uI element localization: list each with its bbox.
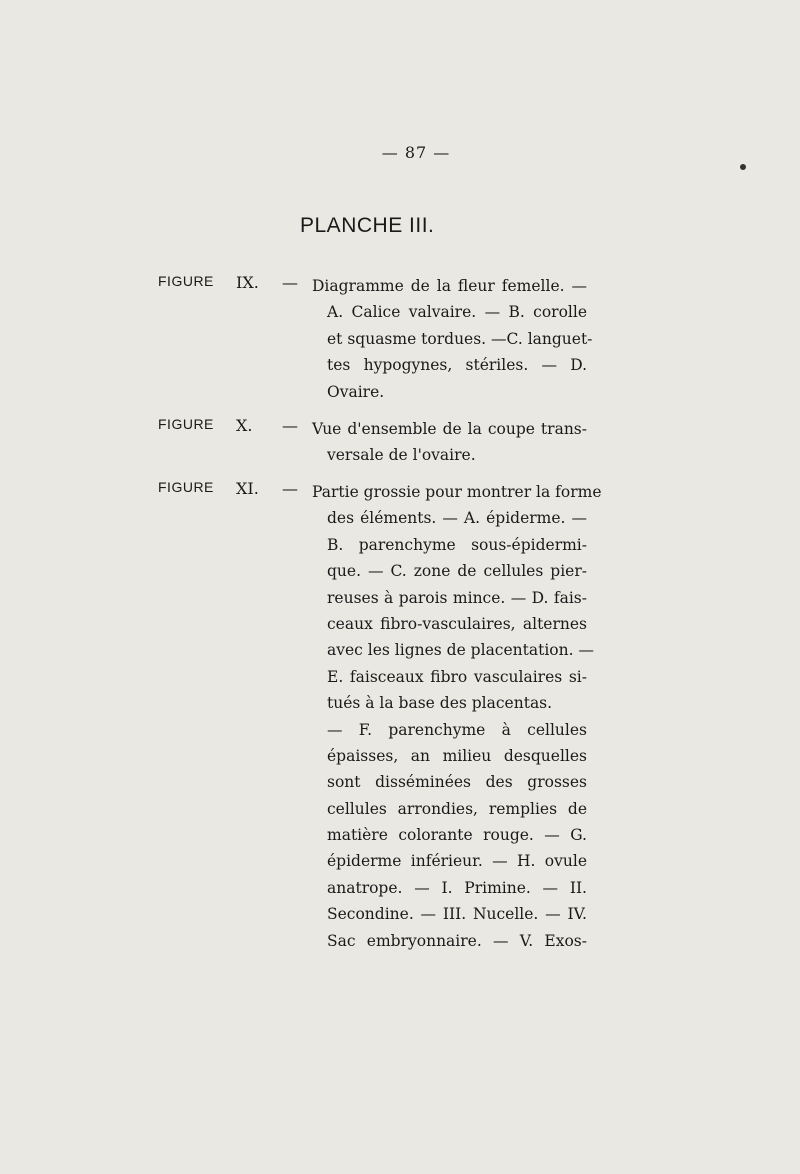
page-number: — 87 —: [381, 143, 451, 162]
caption-line: versale de l'ovaire.: [327, 446, 476, 465]
caption-line: des éléments. — A. épiderme. —: [327, 509, 587, 528]
figure-dash: —: [282, 479, 298, 498]
caption-line: avec les lignes de placentation. —: [327, 641, 594, 660]
caption-line: B. parenchyme sous-épidermi-: [327, 535, 587, 554]
caption-line: matière colorante rouge. — G.: [327, 826, 587, 845]
caption-line: tes hypogynes, stériles. — D.: [327, 356, 587, 375]
caption-line: cellules arrondies, remplies de: [327, 799, 587, 818]
figure-number: XI.: [236, 479, 259, 498]
caption-line: A. Calice valvaire. — B. corolle: [327, 303, 587, 322]
caption-line: Diagramme de la fleur femelle. —: [312, 277, 587, 295]
caption-line: E. faisceaux fibro vasculaires si-: [327, 667, 587, 686]
figure-caption: [312, 479, 602, 954]
figure-label: FIGURE: [158, 479, 214, 495]
caption-line: épaisses, an milieu desquelles: [327, 746, 587, 765]
caption-line: ceaux fibro-vasculaires, alternes: [327, 614, 587, 633]
figure-dash: —: [282, 273, 298, 292]
caption-line: et squasme tordues. —C. languet-: [327, 329, 593, 348]
figure-caption: [312, 273, 593, 405]
ink-speck: [740, 164, 746, 170]
figure-label: FIGURE: [158, 273, 214, 289]
figure-caption: [312, 416, 587, 469]
caption-line: tués à la base des placentas.: [327, 694, 553, 713]
figure-number: IX.: [236, 273, 259, 292]
figure-number: X.: [236, 416, 253, 435]
caption-line: — F. parenchyme à cellules: [327, 720, 587, 739]
caption-line: reuses à parois mince. — D. fais-: [327, 588, 587, 607]
caption-line: Vue d'ensemble de la coupe trans-: [312, 420, 587, 438]
caption-line: que. — C. zone de cellules pier-: [327, 562, 587, 581]
caption-line: Sac embryonnaire. — V. Exos-: [327, 931, 587, 950]
caption-line: anatrope. — I. Primine. — II.: [327, 878, 587, 897]
caption-line: épiderme inférieur. — H. ovule: [327, 852, 587, 871]
caption-line: Ovaire.: [327, 382, 385, 401]
figure-dash: —: [282, 416, 298, 435]
caption-line: Secondine. — III. Nucelle. — IV.: [327, 905, 587, 924]
caption-line: Partie grossie pour montrer la forme: [312, 483, 602, 501]
figure-label: FIGURE: [158, 416, 214, 432]
plate-title: PLANCHE III.: [300, 214, 435, 237]
caption-line: sont disséminées des grosses: [327, 773, 587, 792]
